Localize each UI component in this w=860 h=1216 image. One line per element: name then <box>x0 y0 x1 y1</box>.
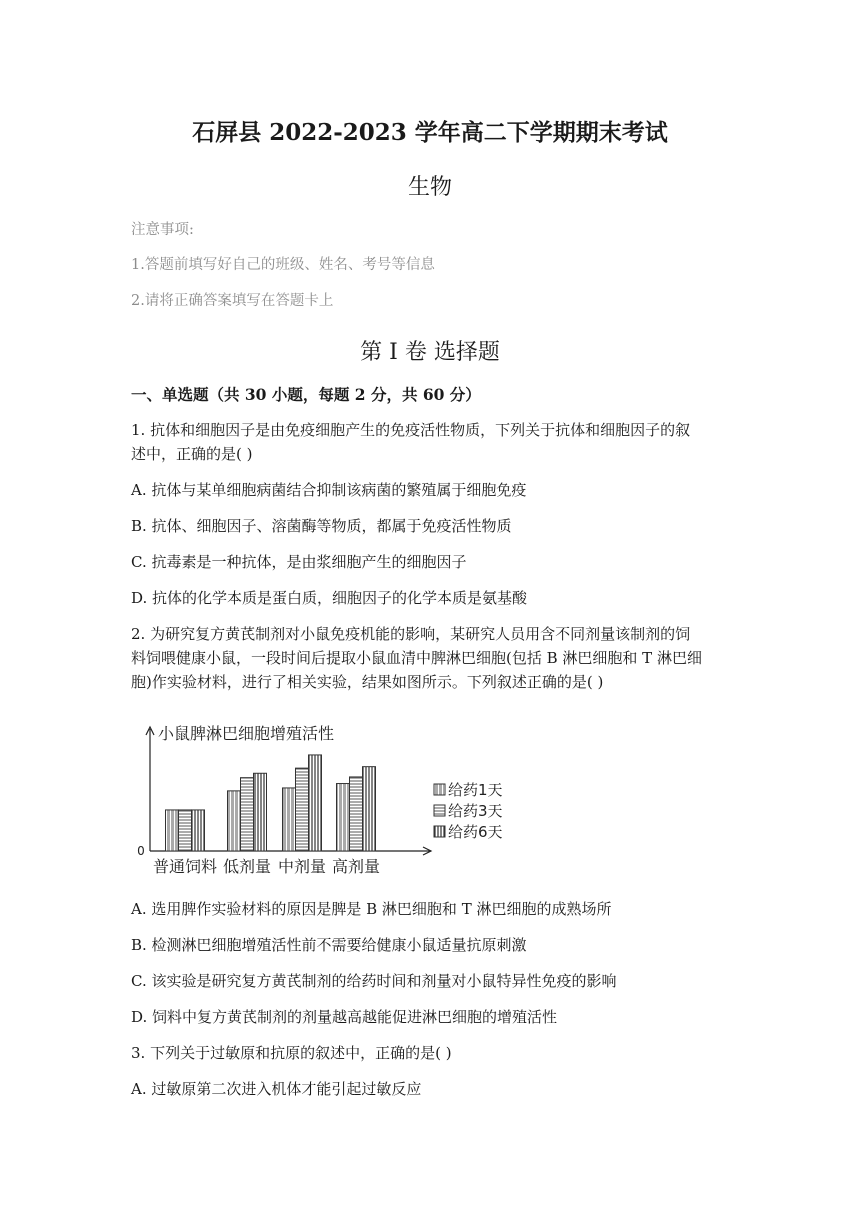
question-2-option-a: A. 选用脾作实验材料的原因是脾是 B 淋巴细胞和 T 淋巴细胞的成熟场所 <box>131 900 612 918</box>
bar <box>166 810 179 851</box>
question-2-stem: 2. 为研究复方黄芪制剂对小鼠免疫机能的影响，某研究人员用含不同剂量该制剂的饲 <box>131 625 691 643</box>
bar <box>363 767 376 851</box>
legend-swatch <box>434 784 445 795</box>
subject-title: 生物 <box>407 175 452 200</box>
x-tick-label: 普通饲料 <box>152 857 218 876</box>
note-item: 2.请将正确答案填写在答题卡上 <box>131 293 334 309</box>
x-tick-label: 高剂量 <box>331 857 381 876</box>
chart-legend <box>434 781 503 841</box>
bar <box>337 784 350 851</box>
question-2-option-b: B. 检测淋巴细胞增殖活性前不需要给健康小鼠适量抗原刺激 <box>131 936 527 954</box>
y-axis-label: 小鼠脾淋巴细胞增殖活性 <box>158 724 335 743</box>
bar <box>283 788 296 851</box>
proliferation-bar-chart <box>131 717 531 885</box>
bar <box>309 755 322 851</box>
origin-label: 0 <box>137 844 145 858</box>
x-tick-label: 中剂量 <box>277 857 327 876</box>
bar <box>350 777 363 851</box>
question-2-option-c: C. 该实验是研究复方黄芪制剂的给药时间和剂量对小鼠特异性免疫的影响 <box>131 972 617 990</box>
question-1-stem: 1. 抗体和细胞因子是由免疫细胞产生的免疫活性物质，下列关于抗体和细胞因子的叙 <box>131 421 691 439</box>
section-title: 第 I 卷 选择题 <box>360 340 500 365</box>
question-1-option-b: B. 抗体、细胞因子、溶菌酶等物质，都属于免疫活性物质 <box>131 517 512 535</box>
notes-heading: 注意事项: <box>131 222 194 238</box>
bar <box>296 768 309 851</box>
legend-label: 给药1天 <box>448 781 503 799</box>
x-tick-label: 低剂量 <box>222 857 272 876</box>
legend-label: 给药3天 <box>448 802 503 820</box>
bar <box>241 778 254 851</box>
question-2-stem: 料饲喂健康小鼠，一段时间后提取小鼠血清中脾淋巴细胞(包括 B 淋巴细胞和 T 淋巴细 <box>131 649 702 667</box>
bar <box>228 791 241 851</box>
note-item: 1.答题前填写好自己的班级、姓名、考号等信息 <box>131 257 435 273</box>
question-3-stem: 3. 下列关于过敏原和抗原的叙述中，正确的是( ) <box>131 1044 452 1062</box>
exam-title: 石屏县 2022-2023 学年高二下学期期末考试 <box>192 119 668 146</box>
bar <box>179 810 192 851</box>
legend-label: 给药6天 <box>448 823 503 841</box>
question-1-option-a: A. 抗体与某单细胞病菌结合抑制该病菌的繁殖属于细胞免疫 <box>131 481 527 499</box>
question-1-option-d: D. 抗体的化学本质是蛋白质，细胞因子的化学本质是氨基酸 <box>131 589 528 607</box>
question-1-stem: 述中，正确的是( ) <box>131 445 253 463</box>
chart-bars <box>166 755 376 851</box>
question-2-option-d: D. 饲料中复方黄芪制剂的剂量越高越能促进淋巴细胞的增殖活性 <box>131 1008 558 1026</box>
bar <box>254 773 267 851</box>
legend-swatch <box>434 826 445 837</box>
question-2-stem: 胞)作实验材料，进行了相关实验，结果如图所示。下列叙述正确的是( ) <box>131 673 604 691</box>
part-heading: 一、单选题（共 30 小题，每题 2 分，共 60 分） <box>131 385 481 404</box>
question-3-option-a: A. 过敏原第二次进入机体才能引起过敏反应 <box>131 1080 422 1098</box>
legend-swatch <box>434 805 445 816</box>
question-1-option-c: C. 抗毒素是一种抗体，是由浆细胞产生的细胞因子 <box>131 553 467 571</box>
bar <box>192 810 205 851</box>
